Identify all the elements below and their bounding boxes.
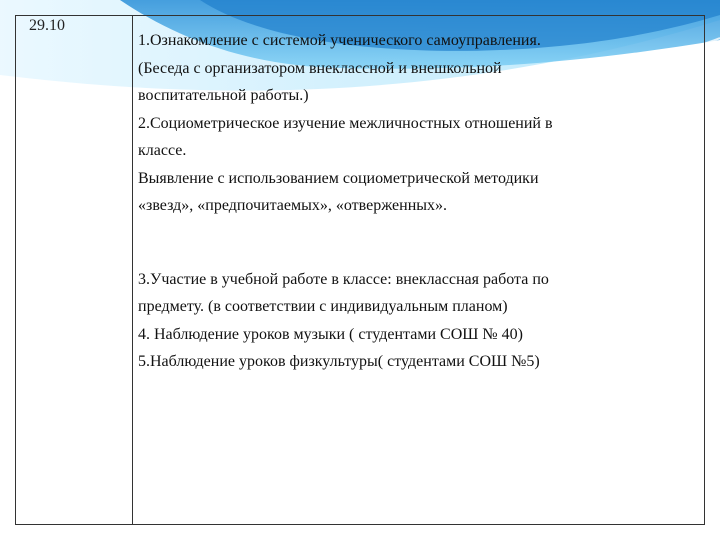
schedule-table xyxy=(15,15,705,525)
activity-line: «звезд», «предпочитаемых», «отверженных». xyxy=(138,197,448,214)
activity-line: классе. xyxy=(138,142,187,159)
column-divider xyxy=(132,16,133,524)
paragraph-gap xyxy=(138,220,698,266)
activity-line: 2.Социометрическое изучение межличностных отношений в xyxy=(138,114,553,132)
activity-line: воспитательной работы.) xyxy=(138,87,309,104)
activity-line: 1.Ознакомление с системой ученического самоуправления. xyxy=(138,32,541,49)
date-cell: 29.10 xyxy=(29,17,65,34)
activity-line: (Беседа с организатором внеклассной и внешкольной xyxy=(138,59,502,77)
activity-line: 3.Участие в учебной работе в классе: внеклассная работа по xyxy=(138,270,549,288)
activity-line: Выявление с использованием социометрической методики xyxy=(138,169,539,187)
activity-line: 4. Наблюдение уроков музыки ( студентами СОШ № 40) xyxy=(138,325,523,343)
activities-cell xyxy=(138,27,698,376)
activity-line: предмету. (в соответствии с индивидуальным планом) xyxy=(138,298,508,315)
activity-line: 5.Наблюдение уроков физкультуры( студентами СОШ №5) xyxy=(138,353,540,370)
